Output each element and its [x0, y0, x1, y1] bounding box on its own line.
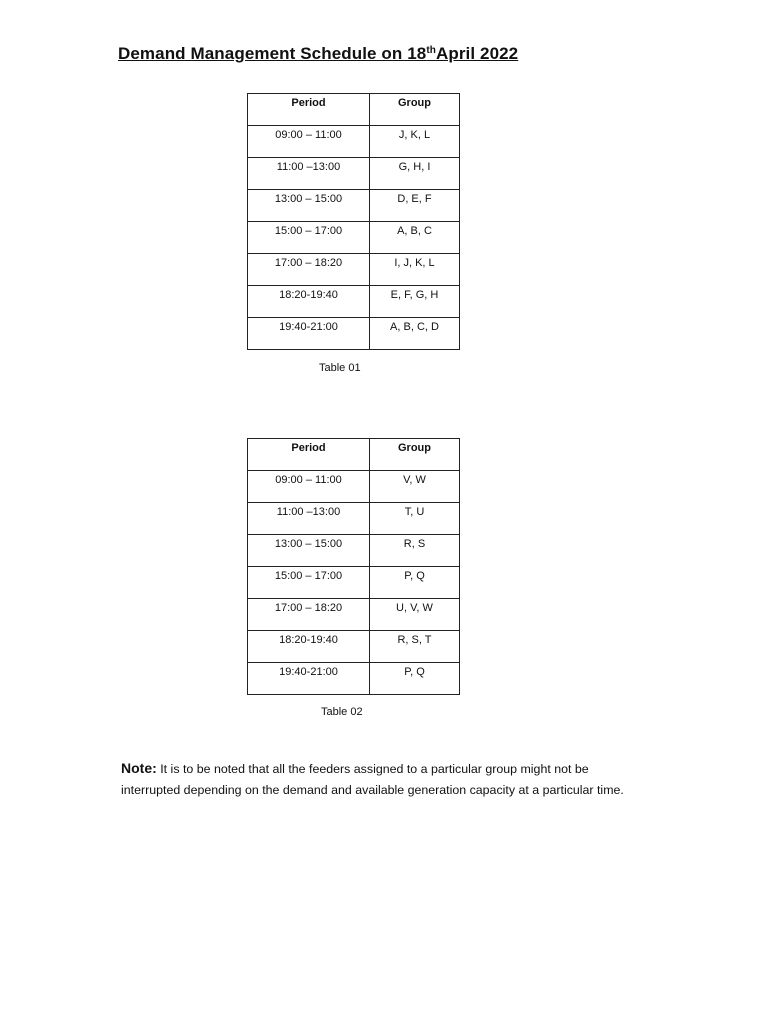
period-cell: 15:00 – 17:00 — [248, 567, 370, 599]
table-caption-01: Table 01 — [319, 362, 361, 374]
group-cell: R, S — [370, 535, 460, 567]
table-row — [248, 663, 460, 695]
group-cell: P, Q — [370, 567, 460, 599]
table-row — [248, 503, 460, 535]
table-row — [248, 631, 460, 663]
schedule-table-02 — [247, 438, 460, 695]
period-cell: 11:00 –13:00 — [248, 503, 370, 535]
table-row — [248, 254, 460, 286]
table-row — [248, 471, 460, 503]
table-row — [248, 535, 460, 567]
period-cell: 09:00 – 11:00 — [248, 471, 370, 503]
period-cell: 17:00 – 18:20 — [248, 599, 370, 631]
note-label: Note: — [121, 760, 157, 776]
period-cell: 13:00 – 15:00 — [248, 535, 370, 567]
table-row — [248, 158, 460, 190]
column-header-period: Period — [248, 94, 370, 126]
page-title — [118, 44, 518, 64]
group-cell: G, H, I — [370, 158, 460, 190]
group-cell: T, U — [370, 503, 460, 535]
group-cell: P, Q — [370, 663, 460, 695]
period-cell: 15:00 – 17:00 — [248, 222, 370, 254]
group-cell: A, B, C — [370, 222, 460, 254]
table-row — [248, 599, 460, 631]
group-cell: U, V, W — [370, 599, 460, 631]
group-cell: E, F, G, H — [370, 286, 460, 318]
table-row — [248, 222, 460, 254]
table-row — [248, 567, 460, 599]
group-cell: J, K, L — [370, 126, 460, 158]
table-header-row — [248, 94, 460, 126]
title-superscript: th — [426, 45, 436, 56]
title-suffix: April 2022 — [435, 44, 519, 63]
period-cell: 19:40-21:00 — [248, 318, 370, 350]
period-cell: 18:20-19:40 — [248, 631, 370, 663]
period-cell: 11:00 –13:00 — [248, 158, 370, 190]
column-header-group: Group — [370, 439, 460, 471]
table-row — [248, 286, 460, 318]
table-header-row — [248, 439, 460, 471]
column-header-period: Period — [248, 439, 370, 471]
table-row — [248, 190, 460, 222]
group-cell: I, J, K, L — [370, 254, 460, 286]
group-cell: R, S, T — [370, 631, 460, 663]
group-cell: V, W — [370, 471, 460, 503]
column-header-group: Group — [370, 94, 460, 126]
group-cell: A, B, C, D — [370, 318, 460, 350]
period-cell: 09:00 – 11:00 — [248, 126, 370, 158]
note-paragraph — [121, 758, 641, 801]
group-cell: D, E, F — [370, 190, 460, 222]
table-caption-02: Table 02 — [321, 706, 363, 718]
period-cell: 19:40-21:00 — [248, 663, 370, 695]
note-text: It is to be noted that all the feeders assigned to a particular group might not be interrupted depending on the demand and available generation capacity at a particular time. — [121, 762, 624, 797]
period-cell: 17:00 – 18:20 — [248, 254, 370, 286]
period-cell: 13:00 – 15:00 — [248, 190, 370, 222]
schedule-table-01 — [247, 93, 460, 350]
period-cell: 18:20-19:40 — [248, 286, 370, 318]
title-prefix: Demand Management Schedule on 18 — [118, 44, 427, 63]
table-row — [248, 126, 460, 158]
table-row — [248, 318, 460, 350]
